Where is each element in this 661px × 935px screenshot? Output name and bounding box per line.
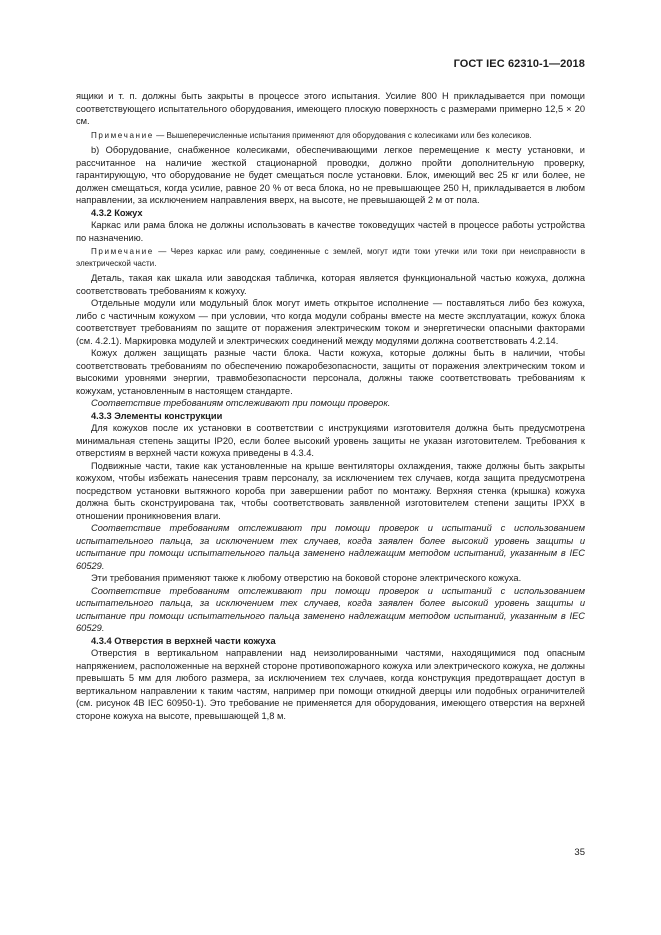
note-text: — Через каркас или раму, соединенные с землей, могут идти токи утечки или токи при неисправности в электрической части.: [76, 247, 585, 268]
note-label: Примечание: [91, 247, 154, 256]
page-number: 35: [574, 847, 585, 858]
standard-code-header: ГОСТ IEC 62310-1—2018: [453, 58, 585, 70]
paragraph: Эти требования применяют также к любому отверстию на боковой стороне электрического кожуха.: [91, 573, 522, 583]
paragraph: Подвижные части, такие как установленные на крыше вентиляторы охлаждения, также должны быть закрыты кожухом, чтобы избежать нанесения травм персоналу, за исключением тех случаев, когда защита предусмотрена посредством установки вытяжного короба при завершении работ по монтажу. Верхняя стенка (крышка) кожуха должна быть сконструирована так, чтобы соответствовать заявленной изготовителем степени защиты IPXX в отношении проникновения влаги.: [76, 460, 585, 521]
section-heading-4-3-2: 4.3.2 Кожух: [91, 207, 143, 218]
note-label: Примечание: [91, 130, 154, 140]
paragraph: Кожух должен защищать разные части блока. Части кожуха, которые должны быть в наличии, чтобы соответствовать требованиям по обеспечению пожаробезопасности, защиты от поражения электрическим током и высокими уровнями энергии, травмобезопасности персонала, должны также соответствовать требованиям к кожухам, установленным в настоящем стандарте.: [76, 348, 585, 396]
paragraph: Деталь, такая как шкала или заводская табличка, которая является функциональной частью кожуха, должна соответствовать требованиям к кожуху.: [76, 273, 585, 296]
compliance-statement: Соответствие требованиям отслеживают при помощи проверок и испытаний с использованием испытательного пальца, за исключением тех случаев, когда заявлен более высокий уровень защиты и испытание при помощи испытательного пальца заменено надлежащим методом испытаний, указанным в IEC 60529.: [76, 523, 585, 571]
paragraph: Для кожухов после их установки в соответствии с инструкциями изготовителя должна быть предусмотрена минимальная степень защиты IP20, если более высокий уровень защиты не указан изготовителем. Требования к отверстиям в верхней части кожуха приведены в 4.3.4.: [76, 423, 585, 458]
compliance-statement: Соответствие требованиям отслеживают при помощи проверок.: [91, 398, 391, 408]
section-heading-4-3-3: 4.3.3 Элементы конструкции: [91, 410, 223, 421]
paragraph: Отдельные модули или модульный блок могут иметь открытое исполнение — поставляться либо без кожуха, либо с частичным кожухом — при условии, что когда модули собраны вместе на месте эксплуатации, кожух блока соответствует требованиям по защите от поражения электрическим током и энергетически опасными факторами (см. 4.2.1). Маркировка модулей и электрических соединений между модулями должна соответствовать 4.2.14.: [76, 298, 585, 346]
note: [76, 246, 585, 269]
section-heading-4-3-4: 4.3.4 Отверстия в верхней части кожуха: [91, 635, 276, 646]
note: [76, 130, 585, 142]
paragraph: Каркас или рама блока не должны использовать в качестве токоведущих частей в процессе работы устройства по назначению.: [76, 220, 585, 243]
page-body: [76, 90, 585, 722]
paragraph: Отверстия в вертикальном направлении над неизолированными частями, находящимися под опасным напряжением, расположенные на верхней стороне противопожарного кожуха или электрического кожуха, не должны превышать 5 мм для любого размера, за исключением тех случаев, когда конструкция предотвращает доступ в вертикальном направлении к таким частям, например при помощи откидной дверцы или подобных ограничителей (см. рисунок 4B IEC 60950-1). Это требование не применяется для оборудования, имеющего отверстия на верхней стороне кожуха на высоте, превышающей 1,8 м.: [76, 648, 585, 721]
paragraph: b) Оборудование, снабженное колесиками, обеспечивающими легкое перемещение к месту установки, и рассчитанное на наличие жесткой стационарной проводки, должно пройти дополнительную проверку, гарантирующую, что оборудование не будет смещаться после установки. Блок, имеющий вес 25 кг или более, не должен смещаться, когда усилие, равное 20 % от веса блока, но не превышающее 250 Н, прикладывается в любом направлении, за исключением направления вверх, на высоте, не превышающей 2 м от пола.: [76, 145, 585, 205]
paragraph: ящики и т. п. должны быть закрыты в процессе этого испытания. Усилие 800 Н прикладывается при помощи соответствующего испытательного оборудования, имеющего плоскую поверхность с размерами примерно 12,5 × 20 см.: [76, 91, 585, 126]
note-text: — Вышеперечисленные испытания применяют для оборудования с колесиками или без колесиков.: [153, 130, 532, 140]
compliance-statement: Соответствие требованиям отслеживают при помощи проверок и испытаний с использованием испытательного пальца, за исключением тех случаев, когда заявлен более высокий уровень защиты и испытание при помощи испытательного пальца заменено надлежащим методом испытаний, указанным в IEC 60529.: [76, 585, 585, 633]
